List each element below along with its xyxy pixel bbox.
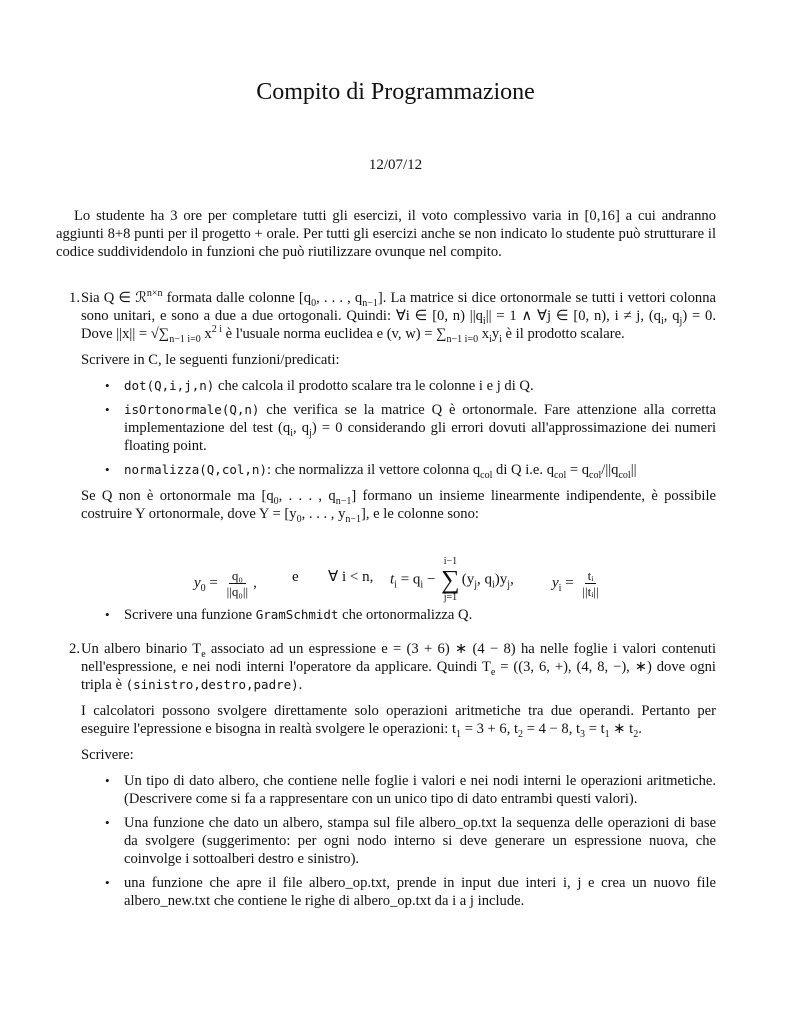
exercise-2-operations: I calcolatori possono svolgere direttamente solo operazioni aritmetiche tra due operandi. Pertanto per eseguire l'epressione e bisogna in realtà svolgere le operazioni: $t_1 = 3 + 6$, $t_2 = 4 - 8$, $t_3 = t_1$ ∗ $t_2$.: [81, 703, 716, 740]
intro-text: Lo studente ha 3 ore per completare tutti gli esercizi, il voto complessivo varia in [0,16] a cui andranno aggiunti 8+8 punti per il progetto + orale. Per tutti gli esercizi anche se non indicato lo studente può strutturare il codice suddividendolo in funzioni che può riutilizzare ovunque nel compito.: [56, 208, 716, 260]
list-item-normalizza: • normalizza(Q,col,n): che normalizza il vettore colonna $q_{col}$ di Q i.e. $q_{col} = q_{col}/||q_{col}||$: [105, 462, 637, 481]
date: 12/07/12: [368, 157, 423, 173]
exercise-1-gram-schmidt-intro: Se Q non è ortonormale ma [$q_0$, . . . , $q_{n-1}$] formano un insieme linearmente indipendente, è possibile costruire Y ortonormale, dove $Y = [y_0$, . . . , $y_{n-1}$], e le colonne sono:: [81, 488, 716, 525]
bullet-icon: •: [105, 607, 110, 622]
list-item-gramschmidt: • Scrivere una funzione GramSchmidt che ortonormalizza Q.: [105, 607, 473, 623]
list-item-dot: • dot(Q,i,j,n) che calcola il prodotto scalare tra le colonne i e j di Q.: [105, 378, 534, 394]
bullet-icon: •: [105, 875, 110, 890]
bullet-icon: •: [105, 815, 110, 830]
exercise-2-tasks-list: [105, 772, 716, 910]
exercise-1-statement: Sia Q ∈ ℛ$^{n\times n}$ formata dalle colonne [$q_0$, . . . , $q_{n-1}$]. La matrice si dice ortonormale se tutti i vettori colonna sono unitari, e sono a due a due ortogonali. Quindi: ∀i ∈ [0, n) $||q_i|| = 1$ ∧ ∀j ∈ [0, n), i ≠ j, ($q_i$, $q_j) = 0$. Dove $||x|| = √\sum_{n-1 i=0}$ $x^{2 i}$ è l'usuale norma euclidea e (v, $w) = \sum_{n-1 i=0}$ $x_iy_i$ è il prodotto scalare.: [81, 288, 716, 345]
exercise-1: [81, 289, 716, 531]
list-item-isortonormale: • isOrtonormale(Q,n) che verifica se la matrice Q è ortonormale. Fare attenzione alla corretta implementazione del test ($q_i$, $q_j) = 0$ considerando gli errori dovuti all'approssimazione dei numeri floating point.: [105, 402, 716, 454]
list-item-stampa-operazioni: • Una funzione che dato un albero, stampa sul file albero_op.txt la sequenza delle operazioni di base da svolgere (suggerimento: per ogni nodo interno si deve generare un espressione nuova, che coinvolge i sottoalberi destro e sinistro).: [105, 815, 716, 867]
exercise-2-instruction: Scrivere:: [81, 747, 134, 763]
exercise-1-number: 1.: [69, 290, 80, 306]
formula-forall: ∀ i < n,: [328, 569, 374, 585]
formula-ti: $t_i = q_i$ − i−1 ∑ j=1 ($y_j$, $q_i)y_j$,: [390, 556, 514, 603]
formula-e: e: [292, 569, 299, 585]
page-title: Compito di Programmazione: [256, 79, 535, 105]
formula-y0: $y_0$ = $\frac{\text{q₀}}{\text{||q₀||}}$ ,: [194, 568, 257, 599]
exercise-2-number: 2.: [69, 641, 80, 657]
list-item-apri-file: • una funzione che apre il file albero_op.txt, prende in input due interi i, j e crea un nuovo file albero_new.txt che contiene le righe di albero_op.txt da i a j include.: [105, 875, 716, 909]
exercise-1-functions-list: [105, 377, 716, 479]
exercise-1-final-bullet: [81, 606, 716, 630]
exercise-1-instruction: Scrivere in C, le seguenti funzioni/predicati:: [81, 352, 340, 368]
bullet-icon: •: [105, 378, 110, 393]
formula-yi: $y_i$ = $\frac{\text{tᵢ}}{\text{||tᵢ||}}$: [552, 568, 599, 599]
bullet-icon: •: [105, 462, 110, 477]
list-item-tipo-albero: • Un tipo di dato albero, che contiene nelle foglie i valori e nei nodi interni le operazioni aritmetiche. (Descrivere come si fa a rappresentare con un unico tipo di dato entrambi questi valori).: [105, 773, 716, 807]
exercise-2-statement: Un albero binario $T_e$ associato ad un espressione e = (3 + 6) ∗ (4 − 8) ha nelle foglie i valori contenuti nell'espressione, e nei nodi interni l'operatore da applicare. Quindi $T_e = ((3$, 6, +), (4, 8, −), ∗) dove ogni tripla è (sinistro,destro,padre).: [81, 641, 717, 693]
intro-paragraph: [56, 207, 716, 261]
exercise-2: [81, 640, 716, 916]
bullet-icon: •: [105, 773, 110, 788]
bullet-icon: •: [105, 402, 110, 417]
